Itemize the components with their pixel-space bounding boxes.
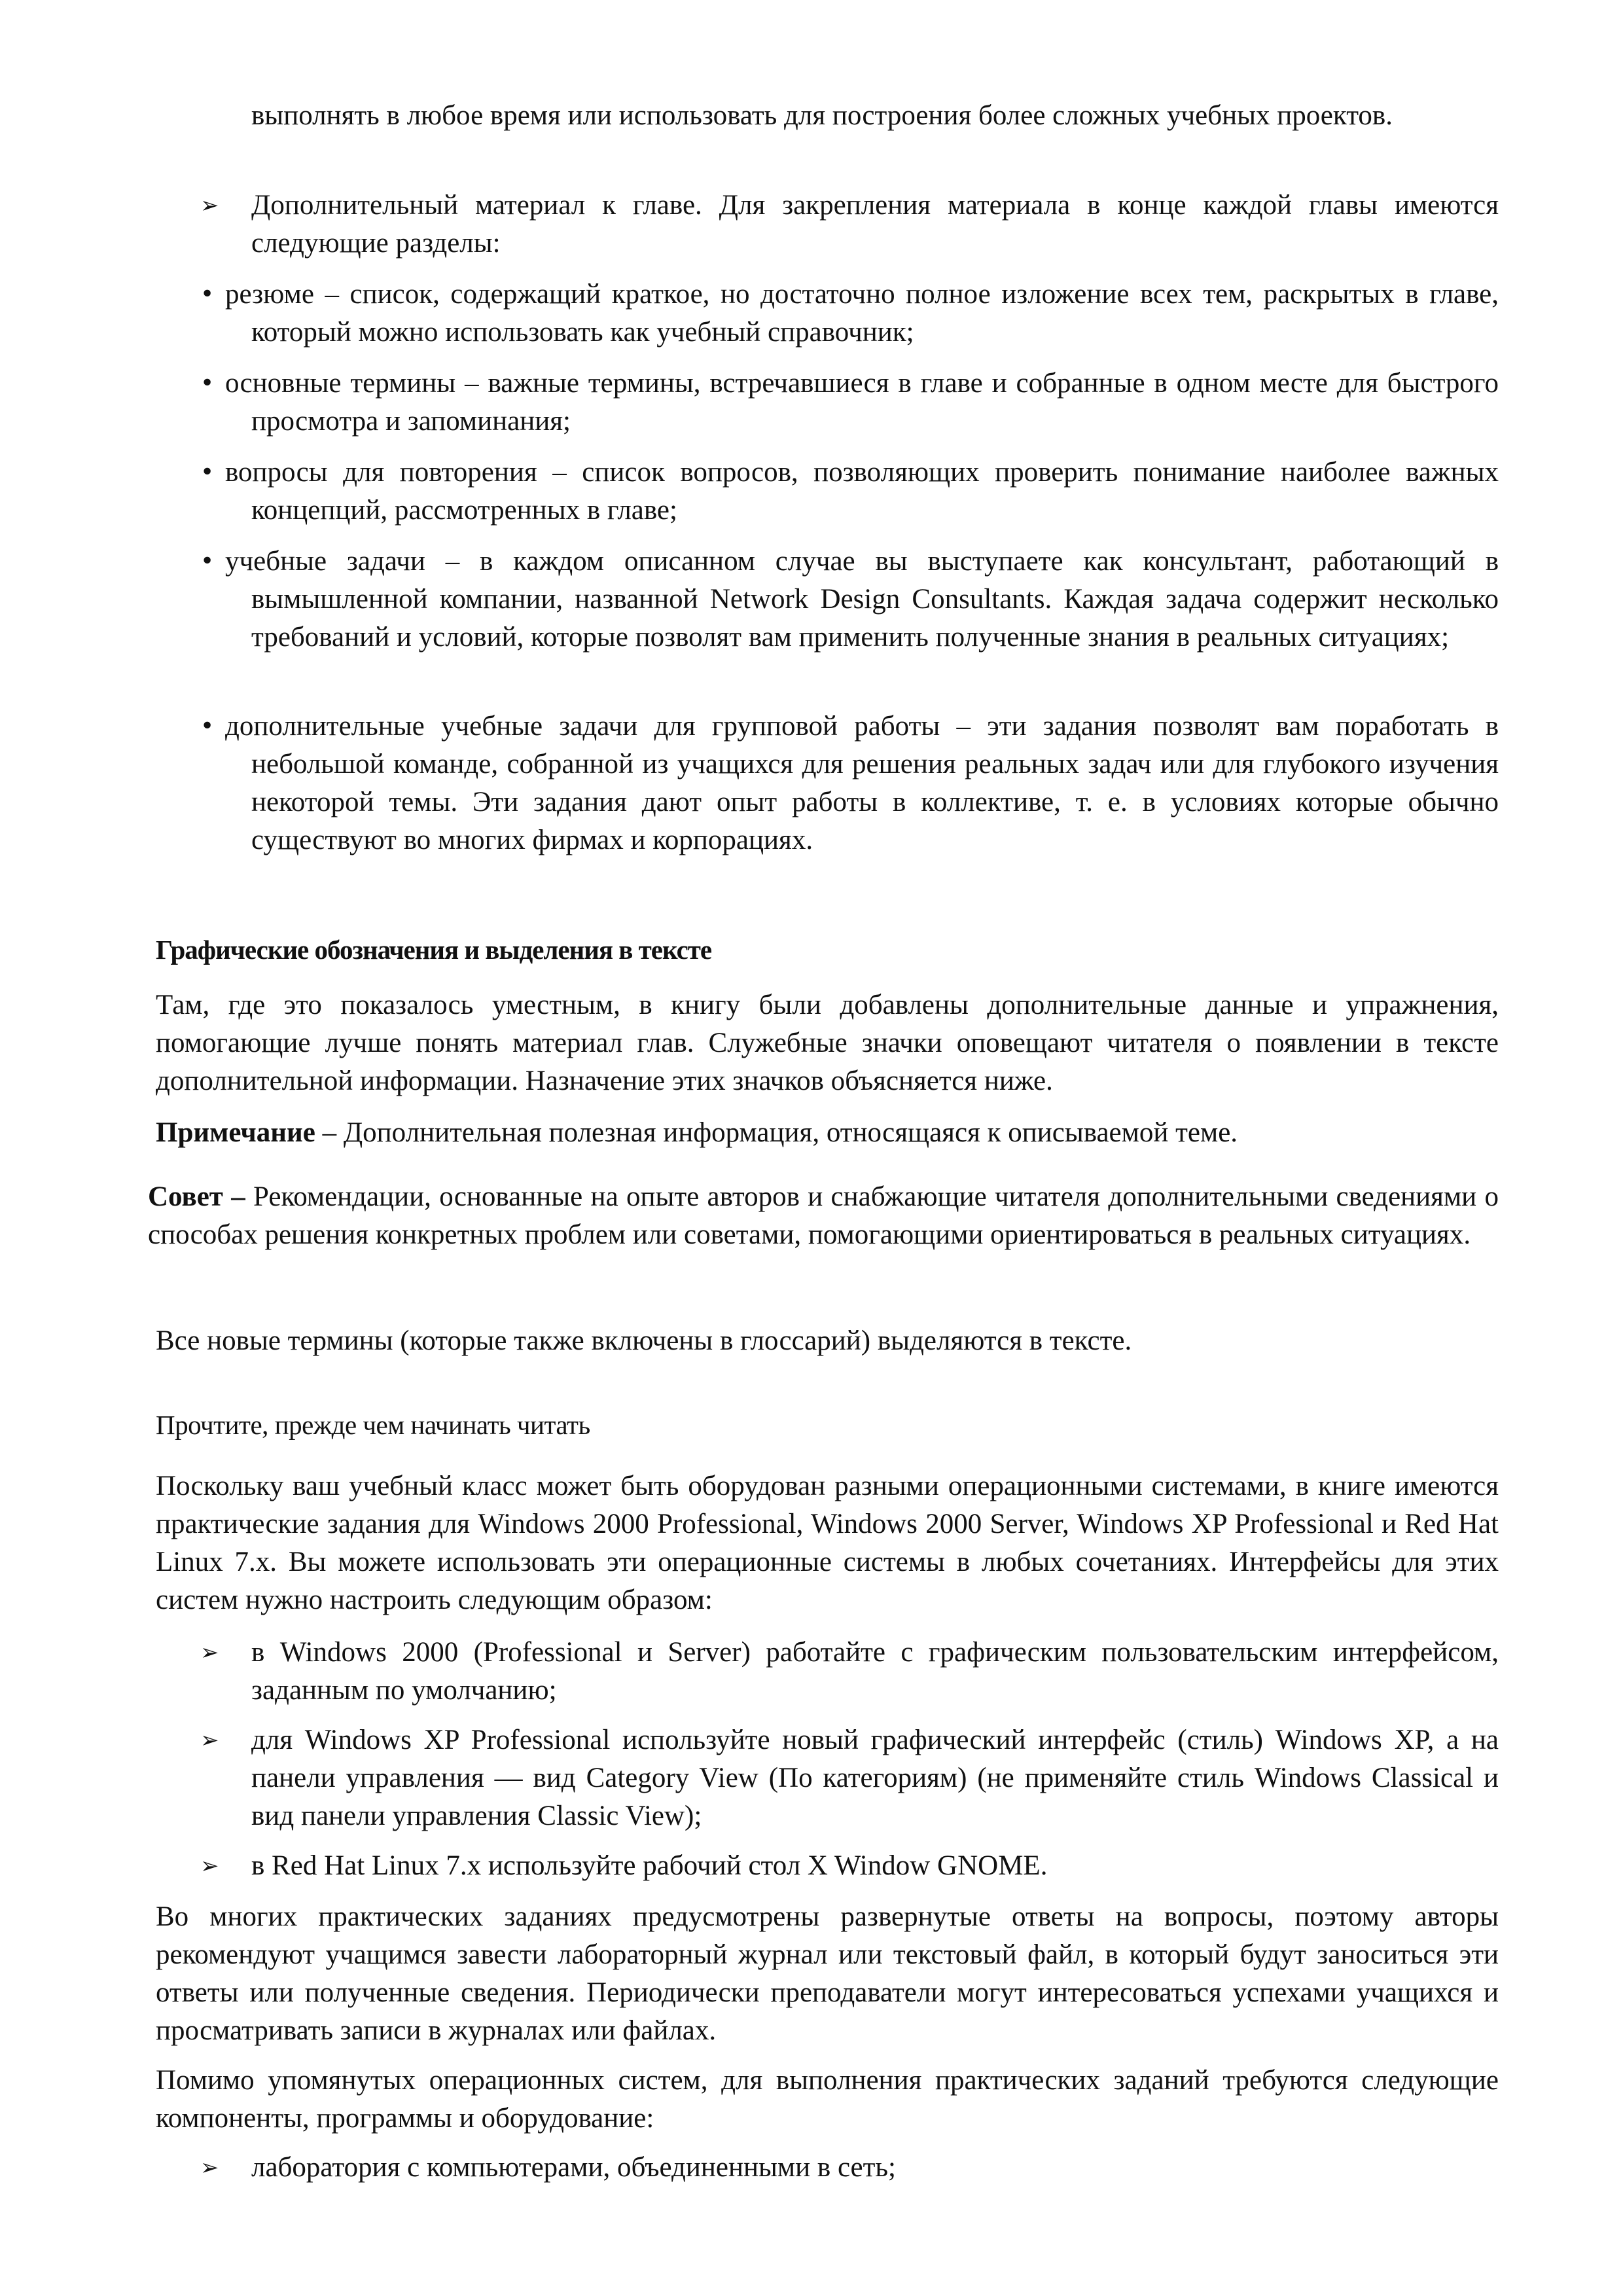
arrow-bullet-icon: ➢ [200, 1640, 219, 1666]
os-item [200, 1634, 1499, 1710]
intro-continuation: выполнять в любое время или использовать для построения более сложных учебных проектов. [251, 100, 1393, 131]
new-terms-paragraph: Все новые термины (которые также включены в глоссарий) выделяются в тексте. [156, 1325, 1132, 1356]
note-text: – Дополнительная полезная информация, относящаяся к описываемой теме. [315, 1117, 1238, 1148]
tip-label: Совет – [148, 1181, 245, 1212]
list-item-text: вопросы для повторения – список вопросов, позволяющих проверить понимание наиболее важных концепций, рассмотренных в главе; [225, 457, 1499, 526]
bullet-icon: • [200, 281, 215, 308]
graphics-intro-paragraph: Там, где это показалось уместным, в книгу были добавлены дополнительные данные и упражнения, помогающие лучше понять материал глав. Служебные значки оповещают читателя о появлении в тексте дополнительной информации. Назначение этих значков объясняется ниже. [156, 990, 1499, 1096]
requirements-paragraph: Помимо упомянутых операционных систем, для выполнения практических заданий требуются следующие компоненты, программы и оборудование: [156, 2065, 1499, 2134]
bullet-icon: • [200, 713, 215, 740]
arrow-bullet-icon: ➢ [200, 192, 219, 219]
os-item [200, 1847, 1499, 1885]
note-paragraph [156, 1114, 1499, 1152]
list-item [200, 276, 1499, 351]
list-item [200, 543, 1499, 656]
bullet-icon: • [200, 370, 215, 397]
arrow-bullet-icon: ➢ [200, 1727, 219, 1753]
list-item [200, 708, 1499, 859]
list-item-text: учебные задачи – в каждом описанном случае вы выступаете как консультант, работающий в вымышленной компании, названной Network Design Consultants. Каждая задача содержит несколько требований и условий, которые позволят вам применить полученные знания в реальных ситуациях; [225, 546, 1499, 653]
list-item-text: дополнительные учебные задачи для групповой работы – эти задания позволят вам поработать в небольшой команде, собранной из учащихся для решения реальных задач или для глубокого изучения некоторой темы. Эти задания дают опыт работы в коллективе, т. е. в условиях которые обычно существуют во многих фирмах и корпорациях. [225, 711, 1499, 855]
journal-paragraph: Во многих практических заданиях предусмотрены развернутые ответы на вопросы, поэтому авторы рекомендуют учащимся завести лабораторный журнал или текстовый файл, в который будут заноситься эти ответы или полученные сведения. Периодически преподаватели могут интересоваться успехами учащихся и просматривать записи в журналах или файлах. [156, 1901, 1499, 2046]
list-item [200, 454, 1499, 529]
requirement-item-text: лаборатория с компьютерами, объединенными в сеть; [251, 2152, 896, 2183]
read-first-intro-paragraph: Поскольку ваш учебный класс может быть оборудован разными операционными системами, в книге имеются практические задания для Windows 2000 Professional, Windows 2000 Server, Windows XP Professional и Red Hat Linux 7.x. Вы можете использовать эти операционные системы в любых сочетаниях. Интерфейсы для этих систем нужно настроить следующим образом: [156, 1471, 1499, 1615]
arrow-bullet-icon: ➢ [200, 2155, 219, 2181]
list-item-text: основные термины – важные термины, встречавшиеся в главе и собранные в одном месте для быстрого просмотра и запоминания; [225, 368, 1499, 437]
arrow-bullet-icon: ➢ [200, 1853, 219, 1879]
list-item [200, 365, 1499, 440]
bullet-icon: • [200, 548, 215, 575]
list-item-text: резюме – список, содержащий краткое, но достаточно полное изложение всех тем, раскрытых в главе, который можно использовать как учебный справочник; [225, 279, 1499, 348]
requirement-item [200, 2149, 1499, 2187]
os-item [200, 1721, 1499, 1835]
tip-paragraph [148, 1178, 1499, 1254]
additional-material-item [200, 187, 1499, 262]
note-label: Примечание [156, 1117, 315, 1148]
bullet-icon: • [200, 459, 215, 486]
additional-material-lead: Дополнительный материал к главе. Для закрепления материала в конце каждой главы имеются следующие разделы: [251, 190, 1499, 259]
section-heading-graphics: Графические обозначения и выделения в тексте [156, 935, 712, 965]
os-item-text: для Windows XP Professional используйте новый графический интерфейс (стиль) Windows XP, а на панели управления — вид Category View (По категориям) (не применяйте стиль Windows Classical и вид панели управления Classic View); [251, 1725, 1499, 1831]
os-item-text: в Red Hat Linux 7.x используйте рабочий стол X Window GNOME. [251, 1850, 1048, 1881]
section-heading-read-first: Прочтите, прежде чем начинать читать [156, 1410, 590, 1440]
os-item-text: в Windows 2000 (Professional и Server) работайте с графическим пользовательским интерфейсом, заданным по умолчанию; [251, 1637, 1499, 1706]
tip-text: Рекомендации, основанные на опыте авторов и снабжающие читателя дополнительными сведениями о способах решения конкретных проблем или советами, помогающими ориентироваться в реальных ситуациях. [148, 1181, 1499, 1250]
